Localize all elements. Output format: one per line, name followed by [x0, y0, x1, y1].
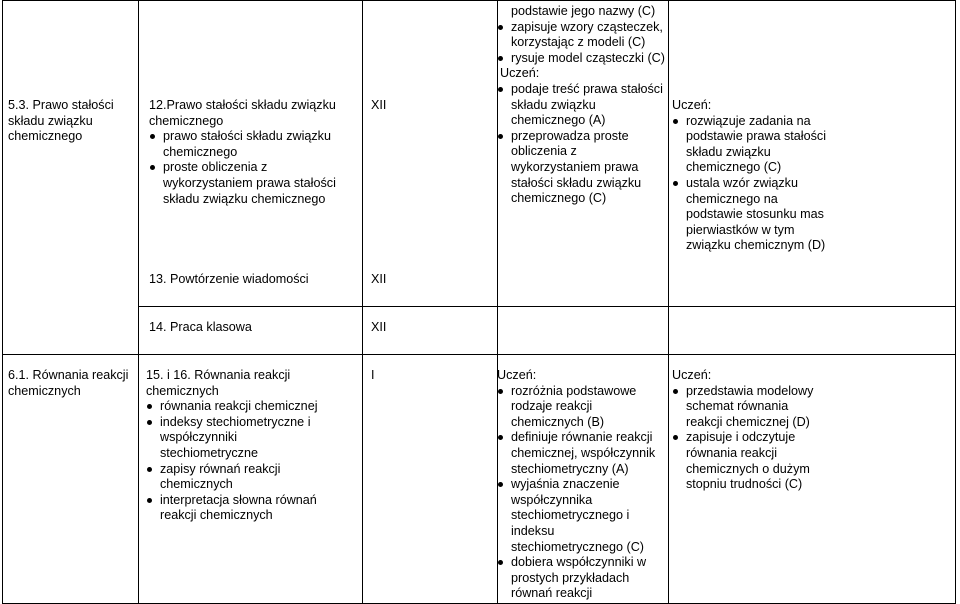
list-item: rysuje model cząsteczki (C) [497, 51, 665, 67]
student-label: Uczeń: [672, 368, 712, 382]
class-level [371, 272, 386, 288]
list-item: definiuje równanie reakcji chemicznej, współczynnik stechiometryczny (A) [497, 430, 665, 477]
class-level [371, 368, 375, 384]
list-item: proste obliczenia z wykorzystaniem prawa stałości składu związku chemicznego [149, 160, 359, 207]
grid-line [138, 306, 955, 307]
continued-text: podstawie jego nazwy (C) [511, 4, 656, 18]
lesson-cell [146, 368, 326, 524]
grid-line [138, 0, 139, 604]
section-title [8, 368, 136, 399]
list-item: przedstawia modelowy schemat równania reakcji chemicznej (D) [672, 384, 828, 431]
grid-line [2, 0, 3, 604]
lesson-13-label: 13. Powtórzenie wiadomości [149, 272, 309, 286]
class-level [371, 98, 386, 114]
student-label: Uczeń: [500, 66, 540, 81]
list-item: rozwiązuje zadania na podstawie prawa stałości składu związku chemicznego (C) [672, 114, 828, 176]
lesson-12-heading: 12.Prawo stałości składu związku chemicznego [149, 98, 336, 128]
list-item: interpretacja słowna równań reakcji chemicznych [146, 493, 326, 524]
class-level [371, 320, 386, 336]
lesson-12-class-level: XII [371, 98, 387, 112]
list-item: podaje treść prawa stałości składu związku chemicznego (A) [497, 82, 665, 129]
grid-line [668, 0, 669, 604]
requirements-list [672, 384, 828, 493]
grid-line [2, 354, 956, 355]
list-item: dobiera współczynniki w prostych przykładach równań reakcji [497, 555, 665, 602]
student-label: Uczeń: [672, 98, 712, 112]
lesson-14-heading [149, 320, 252, 336]
list-item: rozróżnia podstawowe rodzaje reakcji chemicznych (B) [497, 384, 665, 431]
requirements-list [497, 82, 665, 207]
list-item: indeksy stechiometryczne i współczynniki stechiometryczne [146, 415, 326, 462]
grid-line [362, 0, 363, 604]
list-item: równania reakcji chemicznej [146, 399, 326, 415]
list-item: ustala wzór związku chemicznego na podstawie stosunku mas pierwiastków w tym związku chemicznym (D) [672, 176, 828, 254]
lesson-14-label: 14. Praca klasowa [149, 320, 252, 334]
basic-requirements-cell [497, 368, 665, 602]
extended-requirements-cell [672, 368, 828, 493]
lesson-15-16-class-level: I [371, 368, 375, 382]
basic-requirements-cell [497, 4, 665, 207]
list-item: prawo stałości składu związku chemicznego [149, 129, 359, 160]
lesson-15-16-heading: 15. i 16. Równania reakcji chemicznych [146, 368, 291, 398]
student-label: Uczeń: [497, 368, 537, 382]
lesson-cell [149, 98, 359, 207]
requirements-list [672, 114, 828, 254]
lesson-14-class-level: XII [371, 320, 387, 334]
list-item: zapisuje i odczytuje równania reakcji chemicznych o dużym stopniu trudności (C) [672, 430, 828, 492]
grid-line [955, 0, 956, 604]
section-6-1-label: 6.1. Równania reakcji chemicznych [8, 368, 129, 398]
requirements-list [497, 20, 665, 67]
lesson-12-content-list [149, 129, 359, 207]
lesson-15-16-content-list [146, 399, 326, 524]
list-item: przeprowadza proste obliczenia z wykorzystaniem prawa stałości składu związku chemicznego (C) [497, 129, 665, 207]
lesson-13-heading [149, 272, 309, 288]
lesson-13-class-level: XII [371, 272, 387, 286]
requirements-list [497, 384, 665, 602]
section-5-3-label: 5.3. Prawo stałości składu związku chemicznego [8, 98, 114, 144]
list-item: zapisy równań reakcji chemicznych [146, 462, 326, 493]
list-item: wyjaśnia znaczenie współczynnika stechiometrycznego i indeksu stechiometrycznego (C) [497, 477, 665, 555]
list-item: zapisuje wzory cząsteczek, korzystając z modeli (C) [497, 20, 665, 51]
extended-requirements-cell [672, 98, 828, 254]
grid-line [2, 0, 956, 1]
section-title [8, 98, 134, 145]
